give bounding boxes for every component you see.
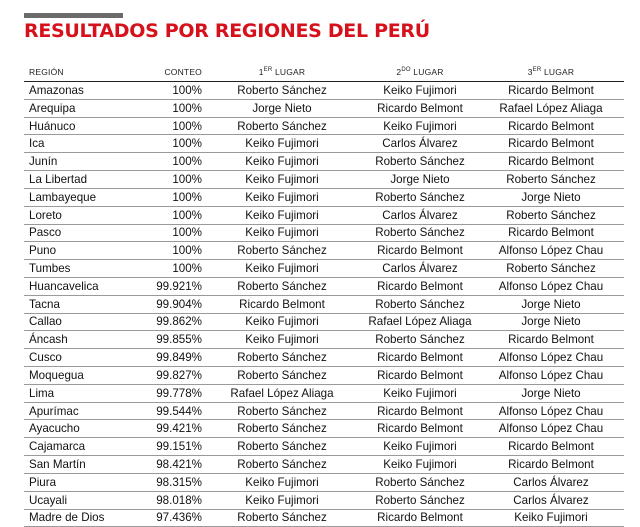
cell-conteo: 100% (144, 102, 202, 115)
cell-first-place: Keiko Fujimori (202, 137, 362, 150)
cell-second-place: Ricardo Belmont (362, 422, 478, 435)
header-conteo: CONTEO (144, 67, 202, 77)
cell-third-place: Roberto Sánchez (478, 262, 624, 275)
cell-region: Amazonas (24, 84, 144, 97)
cell-conteo: 99.849% (144, 351, 202, 364)
cell-first-place: Roberto Sánchez (202, 351, 362, 364)
cell-region: Junín (24, 155, 144, 168)
cell-first-place: Keiko Fujimori (202, 315, 362, 328)
cell-third-place: Jorge Nieto (478, 315, 624, 328)
table-row (24, 260, 624, 278)
cell-third-place: Ricardo Belmont (478, 333, 624, 346)
cell-region: Cajamarca (24, 440, 144, 453)
table-row (24, 100, 624, 118)
cell-second-place: Keiko Fujimori (362, 120, 478, 133)
cell-region: Ucayali (24, 494, 144, 507)
cell-third-place: Rafael López Aliaga (478, 102, 624, 115)
header-first-num: 1 (259, 67, 264, 77)
cell-second-place: Ricardo Belmont (362, 369, 478, 382)
cell-first-place: Roberto Sánchez (202, 280, 362, 293)
cell-second-place: Jorge Nieto (362, 173, 478, 186)
cell-second-place: Rafael López Aliaga (362, 315, 478, 328)
cell-third-place: Jorge Nieto (478, 298, 624, 311)
cell-region: Lima (24, 387, 144, 400)
cell-region: Áncash (24, 333, 144, 346)
cell-region: Arequipa (24, 102, 144, 115)
table-row (24, 278, 624, 296)
table-row (24, 296, 624, 314)
cell-second-place: Roberto Sánchez (362, 476, 478, 489)
cell-second-place: Ricardo Belmont (362, 405, 478, 418)
cell-region: San Martín (24, 458, 144, 471)
cell-first-place: Roberto Sánchez (202, 84, 362, 97)
cell-region: Moquegua (24, 369, 144, 382)
cell-conteo: 99.151% (144, 440, 202, 453)
cell-region: Ica (24, 137, 144, 150)
results-table (24, 63, 624, 527)
cell-conteo: 99.855% (144, 333, 202, 346)
table-row (24, 403, 624, 421)
cell-second-place: Roberto Sánchez (362, 333, 478, 346)
cell-second-place: Keiko Fujimori (362, 387, 478, 400)
cell-first-place: Roberto Sánchez (202, 458, 362, 471)
table-row (24, 153, 624, 171)
cell-first-place: Roberto Sánchez (202, 422, 362, 435)
cell-conteo: 100% (144, 120, 202, 133)
cell-conteo: 100% (144, 226, 202, 239)
cell-conteo: 99.421% (144, 422, 202, 435)
cell-conteo: 98.018% (144, 494, 202, 507)
cell-first-place: Keiko Fujimori (202, 226, 362, 239)
table-row (24, 492, 624, 510)
cell-third-place: Ricardo Belmont (478, 226, 624, 239)
table-header (24, 63, 624, 82)
cell-third-place: Roberto Sánchez (478, 209, 624, 222)
cell-third-place: Ricardo Belmont (478, 120, 624, 133)
cell-first-place: Roberto Sánchez (202, 244, 362, 257)
cell-second-place: Roberto Sánchez (362, 298, 478, 311)
cell-region: Cusco (24, 351, 144, 364)
cell-third-place: Carlos Álvarez (478, 476, 624, 489)
cell-region: Huánuco (24, 120, 144, 133)
cell-third-place: Keiko Fujimori (478, 511, 624, 524)
cell-first-place: Jorge Nieto (202, 102, 362, 115)
cell-conteo: 99.921% (144, 280, 202, 293)
table-row (24, 438, 624, 456)
cell-second-place: Roberto Sánchez (362, 191, 478, 204)
cell-third-place: Roberto Sánchez (478, 173, 624, 186)
cell-region: Tumbes (24, 262, 144, 275)
cell-conteo: 97.436% (144, 511, 202, 524)
cell-first-place: Roberto Sánchez (202, 369, 362, 382)
cell-region: Loreto (24, 209, 144, 222)
cell-second-place: Roberto Sánchez (362, 155, 478, 168)
header-third-sup: ER (533, 67, 542, 73)
cell-third-place: Ricardo Belmont (478, 137, 624, 150)
header-third-lugar: LUGAR (544, 67, 574, 77)
table-row (24, 474, 624, 492)
cell-region: Apurímac (24, 405, 144, 418)
cell-third-place: Ricardo Belmont (478, 440, 624, 453)
cell-second-place: Ricardo Belmont (362, 102, 478, 115)
cell-first-place: Keiko Fujimori (202, 476, 362, 489)
table-row (24, 314, 624, 332)
table-row (24, 420, 624, 438)
header-third-num: 3 (528, 67, 533, 77)
cell-conteo: 100% (144, 173, 202, 186)
cell-conteo: 98.421% (144, 458, 202, 471)
cell-first-place: Roberto Sánchez (202, 440, 362, 453)
table-row (24, 331, 624, 349)
table-row (24, 367, 624, 385)
cell-third-place: Jorge Nieto (478, 387, 624, 400)
cell-region: Puno (24, 244, 144, 257)
cell-conteo: 100% (144, 209, 202, 222)
table-row (24, 207, 624, 225)
cell-conteo: 100% (144, 155, 202, 168)
cell-first-place: Rafael López Aliaga (202, 387, 362, 400)
header-first-place (202, 67, 362, 77)
cell-conteo: 99.778% (144, 387, 202, 400)
cell-second-place: Ricardo Belmont (362, 244, 478, 257)
cell-region: Piura (24, 476, 144, 489)
cell-first-place: Keiko Fujimori (202, 191, 362, 204)
cell-second-place: Roberto Sánchez (362, 494, 478, 507)
cell-first-place: Keiko Fujimori (202, 209, 362, 222)
cell-second-place: Carlos Álvarez (362, 262, 478, 275)
table-row (24, 135, 624, 153)
cell-region: Madre de Dios (24, 511, 144, 524)
cell-first-place: Roberto Sánchez (202, 405, 362, 418)
table-body (24, 82, 624, 527)
table-row (24, 189, 624, 207)
cell-first-place: Keiko Fujimori (202, 262, 362, 275)
cell-region: Huancavelica (24, 280, 144, 293)
table-row (24, 510, 624, 527)
cell-conteo: 99.862% (144, 315, 202, 328)
header-second-num: 2 (396, 67, 401, 77)
cell-third-place: Ricardo Belmont (478, 458, 624, 471)
cell-second-place: Ricardo Belmont (362, 511, 478, 524)
cell-first-place: Keiko Fujimori (202, 173, 362, 186)
cell-third-place: Jorge Nieto (478, 191, 624, 204)
table-row (24, 349, 624, 367)
cell-third-place: Alfonso López Chau (478, 422, 624, 435)
cell-second-place: Ricardo Belmont (362, 351, 478, 364)
cell-second-place: Keiko Fujimori (362, 84, 478, 97)
table-row (24, 456, 624, 474)
cell-conteo: 100% (144, 137, 202, 150)
cell-conteo: 98.315% (144, 476, 202, 489)
cell-third-place: Alfonso López Chau (478, 280, 624, 293)
cell-conteo: 100% (144, 262, 202, 275)
cell-first-place: Roberto Sánchez (202, 120, 362, 133)
cell-first-place: Ricardo Belmont (202, 298, 362, 311)
cell-third-place: Ricardo Belmont (478, 155, 624, 168)
table-row (24, 385, 624, 403)
table-row (24, 118, 624, 136)
cell-second-place: Roberto Sánchez (362, 226, 478, 239)
cell-conteo: 99.827% (144, 369, 202, 382)
cell-second-place: Carlos Álvarez (362, 209, 478, 222)
cell-third-place: Alfonso López Chau (478, 244, 624, 257)
cell-conteo: 99.544% (144, 405, 202, 418)
cell-region: Lambayeque (24, 191, 144, 204)
cell-region: Pasco (24, 226, 144, 239)
cell-region: Ayacucho (24, 422, 144, 435)
cell-third-place: Ricardo Belmont (478, 84, 624, 97)
header-second-lugar: LUGAR (413, 67, 443, 77)
cell-third-place: Carlos Álvarez (478, 494, 624, 507)
cell-region: Tacna (24, 298, 144, 311)
cell-conteo: 99.904% (144, 298, 202, 311)
cell-region: Callao (24, 315, 144, 328)
cell-first-place: Keiko Fujimori (202, 333, 362, 346)
cell-first-place: Keiko Fujimori (202, 155, 362, 168)
header-third-place (478, 67, 624, 77)
cell-second-place: Keiko Fujimori (362, 440, 478, 453)
table-row (24, 225, 624, 243)
header-region: REGIÓN (24, 67, 144, 77)
cell-third-place: Alfonso López Chau (478, 405, 624, 418)
cell-second-place: Ricardo Belmont (362, 280, 478, 293)
cell-conteo: 100% (144, 84, 202, 97)
cell-first-place: Keiko Fujimori (202, 494, 362, 507)
cell-first-place: Roberto Sánchez (202, 511, 362, 524)
cell-second-place: Carlos Álvarez (362, 137, 478, 150)
cell-conteo: 100% (144, 244, 202, 257)
cell-third-place: Alfonso López Chau (478, 369, 624, 382)
header-first-sup: ER (264, 67, 273, 73)
cell-third-place: Alfonso López Chau (478, 351, 624, 364)
cell-region: La Libertad (24, 173, 144, 186)
header-second-sup: DO (401, 67, 410, 73)
table-row (24, 242, 624, 260)
cell-conteo: 100% (144, 191, 202, 204)
table-row (24, 171, 624, 189)
cell-second-place: Keiko Fujimori (362, 458, 478, 471)
page-title: RESULTADOS POR REGIONES DEL PERÚ (24, 20, 430, 42)
title-accent-bar (24, 13, 123, 18)
table-row (24, 82, 624, 100)
header-second-place (362, 67, 478, 77)
header-first-lugar: LUGAR (275, 67, 305, 77)
